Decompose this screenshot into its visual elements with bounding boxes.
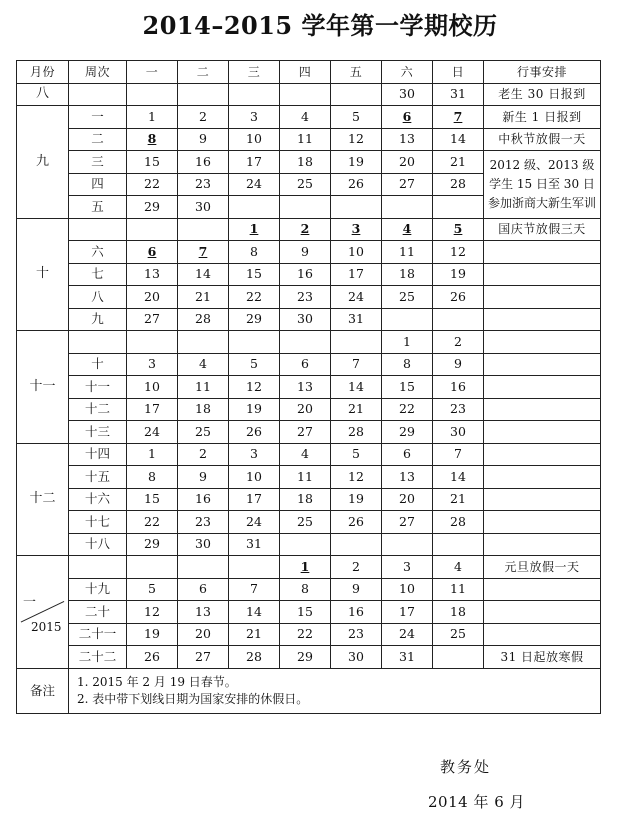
holiday-cell [229, 218, 280, 241]
date-cell: 30 [382, 83, 433, 106]
date-cell: 27 [382, 511, 433, 534]
remark-line: 1. 2015 年 2 月 19 日春节。 [77, 674, 237, 689]
week-row [17, 578, 601, 601]
empty-cell [433, 196, 484, 219]
date-cell: 5 [331, 443, 382, 466]
holiday-cell [280, 218, 331, 241]
date-cell: 13 [382, 466, 433, 489]
date-cell: 7 [331, 353, 382, 376]
week-number: 七 [69, 263, 127, 286]
date-cell: 18 [280, 151, 331, 174]
week-row [17, 533, 601, 556]
date-cell: 15 [382, 376, 433, 399]
event-cell [484, 466, 601, 489]
week-number: 十四 [69, 443, 127, 466]
date-cell: 23 [331, 623, 382, 646]
empty-cell [178, 331, 229, 354]
column-header: 五 [331, 61, 382, 84]
date-cell: 8 [127, 466, 178, 489]
date-cell: 19 [127, 623, 178, 646]
week-row [17, 376, 601, 399]
date-cell: 15 [229, 263, 280, 286]
event-cell [484, 398, 601, 421]
week-number: 十五 [69, 466, 127, 489]
holiday-date: 6 [402, 108, 412, 124]
date-cell: 9 [178, 128, 229, 151]
event-cell: 新生 1 日报到 [484, 106, 601, 129]
date-cell: 11 [178, 376, 229, 399]
week-number: 二十一 [69, 623, 127, 646]
month-cell: 九 [17, 106, 69, 219]
week-row [17, 151, 601, 174]
holiday-date: 7 [453, 108, 463, 124]
date-cell: 30 [178, 533, 229, 556]
empty-cell [127, 556, 178, 579]
date-cell: 21 [331, 398, 382, 421]
date-cell: 7 [229, 578, 280, 601]
date-cell: 22 [229, 286, 280, 309]
date-cell: 15 [127, 151, 178, 174]
date-cell: 27 [178, 646, 229, 669]
week-row [17, 556, 601, 579]
empty-cell [433, 533, 484, 556]
week-row [17, 511, 601, 534]
event-cell [484, 421, 601, 444]
date-cell: 20 [178, 623, 229, 646]
date-cell: 20 [127, 286, 178, 309]
empty-cell [178, 556, 229, 579]
date-cell: 12 [433, 241, 484, 264]
column-header: 周次 [69, 61, 127, 84]
empty-cell [382, 196, 433, 219]
date-cell: 31 [433, 83, 484, 106]
week-row [17, 353, 601, 376]
date-cell: 24 [127, 421, 178, 444]
date-cell: 24 [229, 511, 280, 534]
event-cell [484, 308, 601, 331]
date-cell: 3 [127, 353, 178, 376]
holiday-date: 3 [351, 221, 361, 237]
date-cell: 23 [178, 173, 229, 196]
week-number: 八 [69, 286, 127, 309]
event-cell [484, 376, 601, 399]
week-row [17, 488, 601, 511]
event-cell [484, 331, 601, 354]
empty-cell [178, 218, 229, 241]
column-header: 月份 [17, 61, 69, 84]
holiday-date: 8 [147, 131, 157, 147]
event-cell [484, 353, 601, 376]
date-cell: 29 [127, 196, 178, 219]
date-cell: 10 [382, 578, 433, 601]
date-cell: 29 [229, 308, 280, 331]
date-cell: 14 [178, 263, 229, 286]
date-cell: 6 [382, 443, 433, 466]
date-cell: 16 [331, 601, 382, 624]
date-cell: 19 [331, 488, 382, 511]
date-cell: 4 [433, 556, 484, 579]
date-cell: 25 [280, 511, 331, 534]
date-cell: 9 [331, 578, 382, 601]
date-cell: 14 [433, 466, 484, 489]
date-cell: 22 [382, 398, 433, 421]
holiday-date: 7 [198, 243, 208, 259]
date-cell: 24 [382, 623, 433, 646]
date-cell: 17 [331, 263, 382, 286]
date-cell: 21 [229, 623, 280, 646]
week-row [17, 331, 601, 354]
issuing-office: 教务处 [440, 758, 492, 776]
date-cell: 1 [127, 106, 178, 129]
event-cell: 国庆节放假三天 [484, 218, 601, 241]
event-cell [484, 286, 601, 309]
date-cell: 8 [382, 353, 433, 376]
empty-cell [229, 331, 280, 354]
date-cell: 19 [229, 398, 280, 421]
date-cell: 10 [229, 466, 280, 489]
date-cell: 14 [433, 128, 484, 151]
empty-cell [229, 83, 280, 106]
empty-cell [382, 308, 433, 331]
date-cell: 17 [229, 488, 280, 511]
date-cell: 3 [382, 556, 433, 579]
date-cell: 13 [127, 263, 178, 286]
week-number: 十八 [69, 533, 127, 556]
date-cell: 25 [280, 173, 331, 196]
date-cell: 10 [127, 376, 178, 399]
date-cell: 12 [127, 601, 178, 624]
date-cell: 23 [178, 511, 229, 534]
date-cell: 17 [229, 151, 280, 174]
date-cell: 28 [433, 511, 484, 534]
date-cell: 28 [331, 421, 382, 444]
date-cell: 6 [280, 353, 331, 376]
date-cell: 9 [433, 353, 484, 376]
date-cell: 22 [127, 511, 178, 534]
month-label: 一 [23, 595, 37, 610]
date-cell: 26 [229, 421, 280, 444]
holiday-date: 2 [300, 221, 310, 237]
week-number: 六 [69, 241, 127, 264]
event-cell [484, 488, 601, 511]
week-number: 十七 [69, 511, 127, 534]
week-row [17, 443, 601, 466]
date-cell: 28 [229, 646, 280, 669]
holiday-date: 1 [300, 558, 310, 574]
event-cell [484, 601, 601, 624]
date-cell: 15 [127, 488, 178, 511]
year-label: 2015 [31, 620, 62, 634]
date-cell: 24 [331, 286, 382, 309]
date-cell: 25 [178, 421, 229, 444]
event-cell [484, 263, 601, 286]
week-row [17, 308, 601, 331]
date-cell: 23 [280, 286, 331, 309]
week-row [17, 623, 601, 646]
date-cell: 15 [280, 601, 331, 624]
date-cell: 2 [433, 331, 484, 354]
date-cell: 21 [178, 286, 229, 309]
date-cell: 26 [127, 646, 178, 669]
empty-cell [280, 196, 331, 219]
date-cell: 16 [178, 488, 229, 511]
week-row [17, 601, 601, 624]
date-cell: 3 [229, 106, 280, 129]
empty-cell [229, 556, 280, 579]
date-cell: 29 [382, 421, 433, 444]
week-number: 二十 [69, 601, 127, 624]
date-cell: 13 [178, 601, 229, 624]
holiday-cell [280, 556, 331, 579]
holiday-cell [433, 218, 484, 241]
date-cell: 14 [229, 601, 280, 624]
week-row [17, 106, 601, 129]
month-cell [17, 556, 69, 669]
column-header: 六 [382, 61, 433, 84]
date-cell: 1 [127, 443, 178, 466]
date-cell: 12 [331, 128, 382, 151]
week-number [69, 83, 127, 106]
empty-cell [229, 196, 280, 219]
month-cell: 十 [17, 218, 69, 331]
date-cell: 30 [331, 646, 382, 669]
date-cell: 30 [280, 308, 331, 331]
date-cell: 2 [331, 556, 382, 579]
week-number: 九 [69, 308, 127, 331]
date-cell: 6 [178, 578, 229, 601]
week-number: 十三 [69, 421, 127, 444]
holiday-cell [382, 218, 433, 241]
date-cell: 17 [382, 601, 433, 624]
empty-cell [331, 196, 382, 219]
date-cell: 7 [433, 443, 484, 466]
event-cell [484, 241, 601, 264]
empty-cell [331, 331, 382, 354]
empty-cell [331, 83, 382, 106]
date-cell: 24 [229, 173, 280, 196]
remarks-content [69, 668, 601, 713]
date-cell: 11 [433, 578, 484, 601]
date-cell: 19 [331, 151, 382, 174]
empty-cell [382, 533, 433, 556]
date-cell: 11 [382, 241, 433, 264]
date-cell: 16 [280, 263, 331, 286]
empty-cell [178, 83, 229, 106]
column-header: 二 [178, 61, 229, 84]
date-cell: 4 [280, 106, 331, 129]
column-header: 四 [280, 61, 331, 84]
holiday-cell [127, 128, 178, 151]
week-number: 十九 [69, 578, 127, 601]
empty-cell [280, 83, 331, 106]
date-cell: 18 [433, 601, 484, 624]
date-cell: 9 [280, 241, 331, 264]
date-cell: 9 [178, 466, 229, 489]
date-cell: 8 [229, 241, 280, 264]
empty-cell [127, 83, 178, 106]
week-row [17, 398, 601, 421]
holiday-date: 4 [402, 221, 412, 237]
event-cell: 31 日起放寒假 [484, 646, 601, 669]
date-cell: 23 [433, 398, 484, 421]
week-number [69, 218, 127, 241]
week-row [17, 286, 601, 309]
week-row [17, 263, 601, 286]
week-number: 二十二 [69, 646, 127, 669]
column-header: 日 [433, 61, 484, 84]
column-header: 行事安排 [484, 61, 601, 84]
date-cell: 17 [127, 398, 178, 421]
date-cell: 4 [280, 443, 331, 466]
remark-line: 2. 表中带下划线日期为国家安排的休假日。 [77, 691, 309, 706]
date-cell: 20 [382, 488, 433, 511]
date-cell: 22 [127, 173, 178, 196]
date-cell: 10 [229, 128, 280, 151]
week-row [17, 466, 601, 489]
empty-cell [433, 646, 484, 669]
event-cell: 元旦放假一天 [484, 556, 601, 579]
month-cell: 十一 [17, 331, 69, 444]
month-cell: 十二 [17, 443, 69, 556]
event-cell [484, 578, 601, 601]
date-cell: 21 [433, 488, 484, 511]
calendar-title: 2014–2015 学年第一学期校历 [142, 11, 498, 40]
column-header: 一 [127, 61, 178, 84]
holiday-date: 6 [147, 243, 157, 259]
date-cell: 5 [229, 353, 280, 376]
empty-cell [127, 331, 178, 354]
header-row [17, 61, 601, 84]
date-cell: 30 [178, 196, 229, 219]
date-cell: 20 [382, 151, 433, 174]
date-cell: 28 [178, 308, 229, 331]
week-number: 十六 [69, 488, 127, 511]
week-number: 三 [69, 151, 127, 174]
week-number: 十一 [69, 376, 127, 399]
holiday-cell [127, 241, 178, 264]
remarks-label: 备注 [17, 668, 69, 713]
date-cell: 2 [178, 106, 229, 129]
date-cell: 18 [280, 488, 331, 511]
holiday-cell [433, 106, 484, 129]
date-cell: 21 [433, 151, 484, 174]
date-cell: 22 [280, 623, 331, 646]
remarks-row [17, 668, 601, 713]
holiday-date: 5 [453, 221, 463, 237]
date-cell: 29 [127, 533, 178, 556]
date-cell: 26 [331, 173, 382, 196]
event-cell: 中秋节放假一天 [484, 128, 601, 151]
column-header: 三 [229, 61, 280, 84]
week-number [69, 556, 127, 579]
week-row [17, 128, 601, 151]
date-cell: 16 [178, 151, 229, 174]
date-cell: 26 [331, 511, 382, 534]
date-cell: 14 [331, 376, 382, 399]
week-number: 二 [69, 128, 127, 151]
week-number: 五 [69, 196, 127, 219]
week-row [17, 421, 601, 444]
date-cell: 11 [280, 128, 331, 151]
date-cell: 28 [433, 173, 484, 196]
event-cell [484, 511, 601, 534]
week-number: 十二 [69, 398, 127, 421]
date-cell: 13 [280, 376, 331, 399]
date-cell: 29 [280, 646, 331, 669]
date-cell: 31 [331, 308, 382, 331]
date-cell: 3 [229, 443, 280, 466]
date-cell: 27 [382, 173, 433, 196]
school-calendar-table [16, 60, 601, 714]
date-cell: 31 [382, 646, 433, 669]
date-cell: 18 [178, 398, 229, 421]
date-cell: 5 [331, 106, 382, 129]
date-cell: 30 [433, 421, 484, 444]
event-cell [484, 623, 601, 646]
week-row [17, 646, 601, 669]
empty-cell [280, 331, 331, 354]
date-cell: 25 [382, 286, 433, 309]
date-cell: 11 [280, 466, 331, 489]
date-cell: 12 [331, 466, 382, 489]
holiday-cell [331, 218, 382, 241]
date-cell: 1 [382, 331, 433, 354]
date-cell: 25 [433, 623, 484, 646]
holiday-date: 1 [249, 221, 259, 237]
diagonal-divider [17, 556, 68, 668]
holiday-cell [382, 106, 433, 129]
date-cell: 16 [433, 376, 484, 399]
date-cell: 8 [280, 578, 331, 601]
empty-cell [127, 218, 178, 241]
week-row [17, 218, 601, 241]
empty-cell [433, 308, 484, 331]
date-cell: 5 [127, 578, 178, 601]
event-cell: 2012 级、2013 级学生 15 日至 30 日参加浙商大新生军训 [484, 151, 601, 219]
event-cell [484, 533, 601, 556]
date-cell: 19 [433, 263, 484, 286]
date-cell: 2 [178, 443, 229, 466]
week-number: 一 [69, 106, 127, 129]
date-cell: 12 [229, 376, 280, 399]
event-cell [484, 443, 601, 466]
week-number: 四 [69, 173, 127, 196]
empty-cell [280, 533, 331, 556]
date-cell: 10 [331, 241, 382, 264]
empty-cell [331, 533, 382, 556]
date-cell: 27 [280, 421, 331, 444]
event-cell: 老生 30 日报到 [484, 83, 601, 106]
date-cell: 26 [433, 286, 484, 309]
week-row [17, 83, 601, 106]
week-number: 十 [69, 353, 127, 376]
date-cell: 27 [127, 308, 178, 331]
date-cell: 20 [280, 398, 331, 421]
date-cell: 31 [229, 533, 280, 556]
month-cell: 八 [17, 83, 69, 106]
date-cell: 4 [178, 353, 229, 376]
issue-date: 2014 年 6 月 [428, 793, 526, 811]
date-cell: 18 [382, 263, 433, 286]
week-row [17, 241, 601, 264]
week-number [69, 331, 127, 354]
date-cell: 13 [382, 128, 433, 151]
holiday-cell [178, 241, 229, 264]
